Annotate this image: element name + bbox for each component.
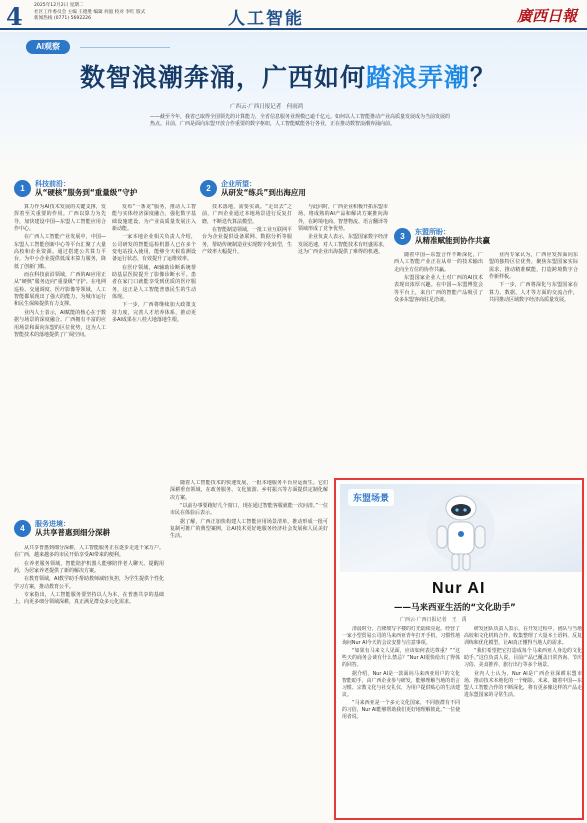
paragraph: 从共享普惠到细分深耕，人工智能服务正在逐步走进千家万户。在广西，越来越多的市民开始享受AI带来的便利。 xyxy=(14,545,164,559)
lead-byline: 广西云·广西日报记者 何雨鸿 xyxy=(230,104,304,110)
paragraph: 企业负责人表示，东盟国家数字经济发展迅速，对人工智能技术有旺盛需求，这为广西企业出海提供了难得的机遇。 xyxy=(298,234,388,256)
article-column-6 xyxy=(170,480,328,817)
paragraph: 业内专家认为，广西应发挥面向东盟的独特区位优势，聚焦东盟国家实际需求，推动精准赋能，打造跨境数字合作新样板。 xyxy=(489,252,578,281)
section-heading-1 xyxy=(14,180,169,197)
page-masthead xyxy=(0,0,587,30)
robot-photo xyxy=(340,484,582,572)
paragraph: 下一步，广西将继续加大政策支持力度，完善人才培养体系，推动更多AI成果在八桂大地落地生根。 xyxy=(112,302,196,324)
main-headline xyxy=(80,58,496,94)
section-kicker-2: 企业所望： xyxy=(221,180,256,188)
paragraph: 随着中国—东盟合作不断深化，广西人工智能产业正在从单一的技术输出走向全方位的协作共赢。 xyxy=(394,252,483,273)
masthead-editors: 社区工作委员会 主编 王德胜 编辑 何庭 校对 李红 版式 xyxy=(34,9,146,15)
section-kicker-1: 科技前沿： xyxy=(35,180,70,188)
section-kicker-3: 东盟所盼： xyxy=(415,228,450,236)
section-kicker-4: 服务进境： xyxy=(35,520,70,528)
paragraph: “我们希望把它打造成每个马来西亚人身边的文化助手。”这位负责人说，目前产品已覆盖日常咨询、节庆习俗、美食推荐、旅行出行等多个场景。 xyxy=(464,648,582,669)
feature-box-nur-ai xyxy=(334,478,584,820)
feature-title: Nur AI xyxy=(432,580,486,597)
paragraph: “以前办事要跑好几个窗口，现在通过智能客服就能一次问清。”一位市民在体验后表示。 xyxy=(170,503,328,517)
feature-subtitle: ——马来西亚生活的“文化助手” xyxy=(394,603,516,613)
newspaper-logo: 廣西日報 xyxy=(516,7,577,25)
headline-part3: ？ xyxy=(470,63,497,92)
feature-column-right xyxy=(464,626,582,816)
section-heading-2 xyxy=(200,180,355,197)
paragraph: 研发团队负责人表示，在开发过程中，团队与当地高校和文化机构合作，收集整理了大量本土语料，反复训练和优化模型，让AI真正懂得当地人的需求。 xyxy=(464,626,582,647)
paragraph: 据了解，广西正加快构建人工智能应用场景清单，推动形成一批可复制可推广的典型案例，让AI技术更好地服务经济社会发展和人民美好生活。 xyxy=(170,518,328,540)
section-title-1: 从“硬核”服务到“重量级”守护 xyxy=(35,188,138,197)
lead-intro: ——截至今年，我省已取得全国领先的计算能力，全省信息服务业规模已逾千亿元。如何以人工智能推动产业高质量发展成为当前发展的热点。目前，广西是面向东盟开放合作重要的数字枢纽，人工智能赋能各行各业，正在推动数智浪潮奔涌向前。 xyxy=(150,114,451,128)
paragraph: 专家指出，人工智能服务要坚持以人为本，在普惠共享的基础上，向更多细分领域深耕，真正满足群众多元化需求。 xyxy=(14,592,164,606)
paragraph: 在广西人工智能产业发展中，中国—东盟人工智能创新中心等平台汇聚了大量高校和企业资源。通过搭建公共算力平台，为中小企业提供低成本算力服务，降低了创新门槛。 xyxy=(14,234,106,270)
lead-section xyxy=(0,32,587,172)
article-column-5 xyxy=(14,545,164,817)
section-number-4: 4 xyxy=(14,520,31,537)
article-column-2 xyxy=(112,204,196,512)
feature-byline: 广西云·广西日报记者 王 禹 xyxy=(400,617,467,623)
paragraph: 据介绍，Nur AI是一款面向马来西亚用户的文化智能助手，由广西企业参与研发，能够理解当地的语言习惯、宗教文化与社交礼仪，为用户提供贴心的生活建议。 xyxy=(342,670,460,698)
paragraph: 随着人工智能技术的快速发展，一批本地服务平台应运而生。它们深耕垂直领域，在政务服务、文化旅游、乡村振兴等方面提供定制化解决方案。 xyxy=(170,480,328,501)
paragraph: 在教育领域，AI教学助手帮助教师减轻负担，为学生提供个性化学习方案，推动教育公平。 xyxy=(14,576,164,590)
headline-part1: 数智浪潮奔涌，广西如何 xyxy=(80,63,367,92)
paragraph: 在医疗领域，AI辅助诊断系统帮助基层医院提升了影像诊断水平。患者在家门口就能享受到优质的医疗服务，这正是人工智能普惠民生的生动体现。 xyxy=(112,264,196,301)
masthead-meta xyxy=(34,3,224,23)
feature-column-left xyxy=(342,626,460,816)
masthead-hotline: 新闻热线 (0771) 5692226 xyxy=(34,16,92,21)
paragraph: “如果有马来文人见面，应该如何表达尊重？”“这些天的商务会谈有什么禁忌？”Nur AI很快给出了得体的回答。 xyxy=(342,648,460,669)
section-number-1: 1 xyxy=(14,180,31,197)
article-column-1 xyxy=(14,204,106,512)
paragraph: 业内人士表示，AI赋能的核心在于数据与场景的深度融合。广西拥有丰富的应用场景和面向东盟的区位优势，这为人工智能技术的落地提供了广阔空间。 xyxy=(14,309,106,338)
paragraph: 而在科技前沿领域，广西的AI应用正从“硬核”服务迈向“重量级”守护。在电网巡检、交通调度、医疗影像等领域，人工智能都展现出了强大的能力，为城市运行和民生保障提供有力支撑。 xyxy=(14,272,106,308)
section-title-2: 从研发“练兵”到出海应用 xyxy=(221,188,306,197)
paragraph: 一家本地企业相关负责人介绍，公司研发的智能巡检机器人已在多个变电站投入使用，能够全天候监测设备运行状态，有效提升了运维效率。 xyxy=(112,234,196,263)
article-column-4 xyxy=(394,252,578,470)
paragraph: 在智能制造领域，一批工业互联网平台为企业提供设备联网、数据分析等服务，帮助传统制造业实现数字化转型，生产效率大幅提升。 xyxy=(202,227,293,256)
paragraph: 技术落地，需要实战。“走出去”之前，广西企业通过本地场景进行反复打磨，不断迭代算法模型。 xyxy=(202,204,292,225)
paragraph: 发布“一条龙”服务，推动人工智能与实体经济深度融合，强化数字基础设施建设，为产业高质量发展注入新动能。 xyxy=(112,204,196,233)
paragraph: 在养老服务领域，智能陪护机器人能够陪伴老人聊天、提醒用药，为居家养老提供了新的解决方案。 xyxy=(14,560,164,575)
section-title-4: 从共享普惠到细分深耕 xyxy=(35,528,110,537)
article-column-3 xyxy=(202,204,388,469)
paragraph: 业内人士认为，Nur AI是广西企业深耕东盟市场、推动技术本地化的一个缩影。未来，随着中国—东盟人工智能合作的不断深化，将有更多像这样的产品走进东盟国家的寻常生活。 xyxy=(464,670,582,698)
headline-highlight: 踏浪弄潮 xyxy=(366,63,471,92)
paragraph: 下一步，广西将深化与东盟国家在算力、数据、人才等方面的交流合作，共同推动区域数字经济高质量发展。 xyxy=(489,282,578,304)
paragraph: 东盟国家企业人士对广西的AI技术表现出浓厚兴趣。在中国—东盟博览会等平台上，来自广西的智能产品吸引了众多东盟客商驻足洽谈。 xyxy=(394,275,483,304)
masthead-date: 2025年12月2日 星期二 xyxy=(34,3,84,8)
section-heading-4 xyxy=(14,520,169,537)
feature-tag: 东盟场景 xyxy=(348,489,394,506)
paragraph: 清晨时分，吉隆坡写字楼的灯光陆续亮起。经营了一家小型贸易公司的马来西亚青年打开手机，习惯性地询问Nur AI今天的会议安排与注意事项。 xyxy=(342,626,460,647)
badge-divider xyxy=(80,47,170,48)
section-title: 人工智能 xyxy=(228,9,304,29)
section-number-2: 2 xyxy=(200,180,217,197)
section-title-3: 从精准赋能到协作共赢 xyxy=(415,236,490,245)
paragraph: 与此同时，广西企业积极开拓东盟市场，将成熟的AI产品和解决方案推向海外，在跨境电商、智慧物流、语言翻译等领域形成了竞争优势。 xyxy=(298,204,388,233)
section-heading-3 xyxy=(394,228,574,245)
paragraph: “马来西亚是一个多元文化国家，不同族群有不同的习俗，Nur AI能够帮助我们更好地理解彼此。”一位使用者说。 xyxy=(342,699,460,721)
ai-observation-badge: AI观察 xyxy=(26,40,70,54)
section-number-3: 3 xyxy=(394,228,411,245)
page-number: 4 xyxy=(6,2,23,31)
paragraph: 算力作为AI技术发展的关键支撑，发挥着至关重要的作用。广西以算力为先导，加快建设中国—东盟人工智能应用合作中心。 xyxy=(14,204,106,233)
